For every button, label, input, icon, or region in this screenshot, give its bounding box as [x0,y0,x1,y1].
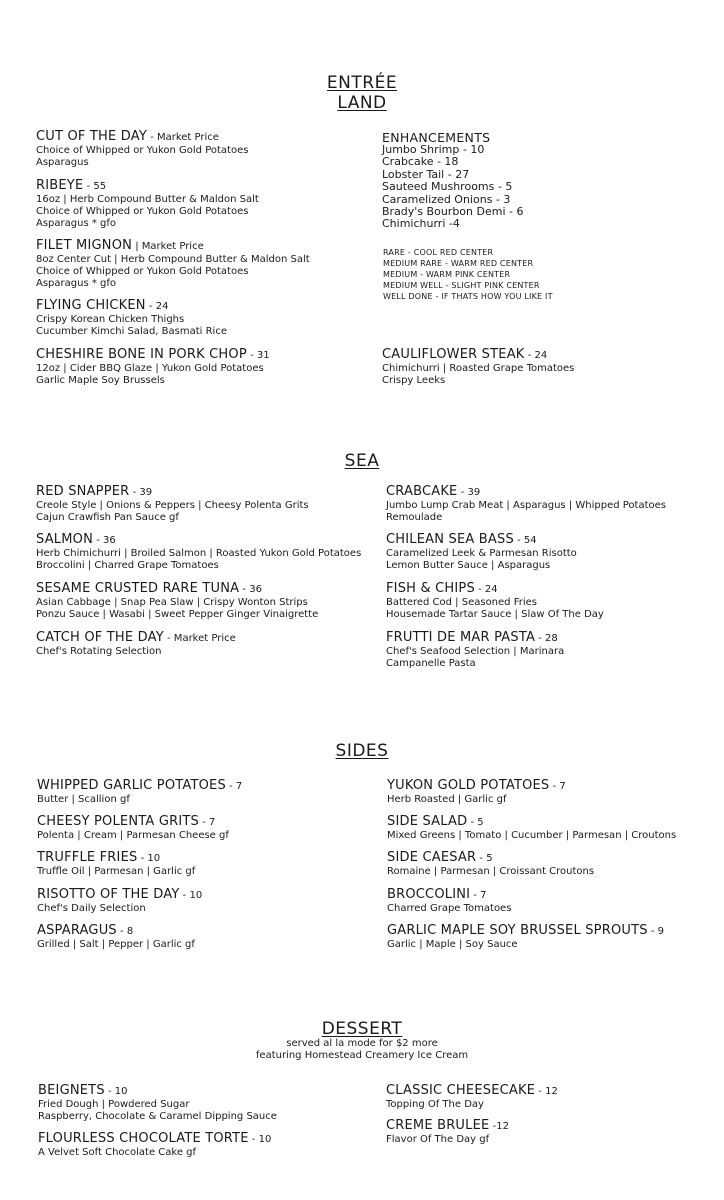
item-description: Truffle Oil | Parmesan | Garlic gf [37,866,196,877]
menu-item-fish-and-chips [386,582,604,621]
item-price: - 12 [535,1086,558,1097]
item-name: SALMON [36,532,94,547]
item-price: - Market Price [146,132,219,143]
item-name: CHEESY POLENTA GRITS [37,814,199,829]
item-description: Battered Cod | Seasoned Fries [386,597,537,608]
menu-item-ribeye [36,179,259,230]
item-description: Broccolini | Charred Grape Tomatoes [36,560,219,571]
temperature-item: RARE - COOL RED CENTER [383,248,494,257]
item-price: - 31 [246,350,270,361]
item-description: Asparagus * gfo [36,218,117,229]
item-name: SIDE SALAD [387,814,468,829]
item-description: Chef's Rotating Selection [36,646,162,657]
item-name: FILET MIGNON [36,238,133,253]
item-price: - 55 [83,181,107,192]
item-name: RIBEYE [36,178,84,193]
item-price: - 36 [239,584,262,595]
item-name: SIDE CAESAR [387,850,477,865]
item-description: Garlic Maple Soy Brussels [36,375,165,386]
item-name: CRABCAKE [386,484,458,499]
sea-title: SEA [344,451,380,471]
item-name: RED SNAPPER [36,484,130,499]
enhancement-item: Brady's Bourbon Demi - 6 [382,205,524,219]
item-description: Choice of Whipped or Yukon Gold Potatoes [36,266,249,277]
item-description: Asparagus [36,157,89,168]
item-description: Housemade Tartar Sauce | Slaw Of The Day [386,609,604,620]
item-price: -12 [489,1121,509,1132]
item-description: Choice of Whipped or Yukon Gold Potatoes [36,145,249,156]
item-name: FISH & CHIPS [386,581,475,596]
item-price: - 10 [248,1134,272,1145]
menu-item-truffle-fries [37,851,195,878]
item-name: FRUTTI DE MAR PASTA [386,630,536,645]
item-description: Mixed Greens | Tomato | Cucumber | Parmesan | Croutons [387,830,677,841]
item-description: 16oz | Herb Compound Butter & Maldon Salt [36,194,259,205]
menu-item-red-snapper [36,485,309,524]
item-description: Chef's Seafood Selection | Marinara [386,646,565,657]
item-price: - 24 [524,350,548,361]
item-description: Caramelized Leek & Parmesan Risotto [386,548,577,559]
temperature-item: MEDIUM RARE - WARM RED CENTER [383,259,534,268]
item-price: - 10 [104,1086,128,1097]
item-price: - 24 [474,584,498,595]
temperature-item: MEDIUM WELL - SLIGHT PINK CENTER [383,281,540,290]
item-description: A Velvet Soft Chocolate Cake gf [38,1147,197,1158]
menu-item-cheesy-polenta-grits [37,815,229,842]
item-price: - 39 [129,487,153,498]
item-description: Cajun Crawfish Pan Sauce gf [36,512,179,523]
enhancement-item: Chimichurri -4 [382,217,460,231]
enhancement-item: Crabcake - 18 [382,155,459,169]
menu-item-yukon-gold-potatoes [387,779,566,806]
item-price: - 54 [513,535,537,546]
item-name: ASPARAGUS [37,923,117,938]
item-description: Topping Of The Day [386,1099,484,1110]
item-description: Asian Cabbage | Snap Pea Slaw | Crispy Wonton Strips [36,597,308,608]
item-description: Grilled | Salt | Pepper | Garlic gf [37,939,195,950]
item-description: Asparagus * gfo [36,278,117,289]
item-name: WHIPPED GARLIC POTATOES [37,778,226,793]
menu-item-chilean-sea-bass [386,533,577,572]
land-title: LAND [337,93,387,113]
enhancements-title: ENHANCEMENTS [382,130,491,145]
item-price: - 39 [457,487,481,498]
item-description: Choice of Whipped or Yukon Gold Potatoes [36,206,249,217]
entree-title: ENTRÉE [326,73,398,93]
item-description: Cucumber Kimchi Salad, Basmati Rice [36,326,227,337]
item-description: Creole Style | Onions & Peppers | Cheesy Polenta Grits [36,500,309,511]
item-price: | Market Price [132,241,204,252]
item-description: Crispy Korean Chicken Thighs [36,314,185,325]
menu-item-cauliflower-steak [382,348,574,387]
item-description: 8oz Center Cut | Herb Compound Butter & Maldon Salt [36,254,310,265]
temperature-item: WELL DONE - IF THATS HOW YOU LIKE IT [383,292,553,301]
item-price: - 7 [549,781,566,792]
temperature-item: MEDIUM - WARM PINK CENTER [383,270,511,279]
item-description: Crispy Leeks [382,375,446,386]
item-description: Lemon Butter Sauce | Asparagus [386,560,551,571]
menu-item-filet-mignon [36,239,310,290]
item-description: Remoulade [386,512,443,523]
item-description: Campanelle Pasta [386,658,476,669]
item-description: Chef's Daily Selection [37,903,146,914]
item-description: Herb Roasted | Garlic gf [387,794,507,805]
menu-item-salmon [36,533,361,572]
item-name: BROCCOLINI [387,887,471,902]
item-price: - 9 [647,926,665,937]
item-description: Fried Dough | Powdered Sugar [38,1099,190,1110]
item-name: CHESHIRE BONE IN PORK CHOP [36,347,247,362]
item-name: CATCH OF THE DAY [36,630,164,645]
item-name: TRUFFLE FRIES [37,850,138,865]
item-name: FLOURLESS CHOCOLATE TORTE [38,1131,249,1146]
menu-item-cut-of-the-day [36,130,248,169]
menu-item-whipped-garlic-potatoes [37,779,242,806]
item-name: YUKON GOLD POTATOES [387,778,550,793]
menu-item-side-salad [387,815,676,842]
item-price: - 7 [470,890,487,901]
menu-item-flying-chicken [36,299,227,338]
menu-item-beignets [38,1084,277,1123]
item-name: CAULIFLOWER STEAK [382,347,525,362]
item-description: Flavor Of The Day gf [386,1134,490,1145]
item-price: - 10 [179,890,203,901]
menu-item-side-caesar [387,851,594,878]
item-description: Polenta | Cream | Parmesan Cheese gf [37,830,229,841]
item-name: SESAME CRUSTED RARE TUNA [36,581,240,596]
enhancements-list [382,131,523,231]
enhancement-item: Sauteed Mushrooms - 5 [382,180,513,194]
item-description: Chimichurri | Roasted Grape Tomatoes [382,363,575,374]
temperature-guide [383,247,553,302]
menu-item-creme-brulee [386,1119,509,1146]
item-description: Ponzu Sauce | Wasabi | Sweet Pepper Ginger Vinaigrette [36,609,319,620]
item-price: - 8 [116,926,134,937]
item-price: - Market Price [163,633,236,644]
item-name: CREME BRULEE [386,1118,490,1133]
enhancement-item: Lobster Tail - 27 [382,167,470,181]
menu-item-broccolini [387,888,511,915]
item-price: - 36 [93,535,116,546]
item-name: FLYING CHICKEN [36,298,146,313]
enhancement-item: Jumbo Shrimp - 10 [382,143,485,156]
item-description: Romaine | Parmesan | Croissant Croutons [387,866,595,877]
item-name: CUT OF THE DAY [36,129,147,144]
menu-item-crabcake [386,485,666,524]
item-price: - 5 [476,853,493,864]
item-price: - 10 [137,853,161,864]
item-name: CLASSIC CHEESECAKE [386,1083,536,1098]
item-name: RISOTTO OF THE DAY [37,887,180,902]
item-price: - 28 [535,633,558,644]
menu-item-classic-cheesecake [386,1084,558,1111]
item-price: - 7 [225,781,243,792]
menu-item-asparagus [37,924,195,951]
item-price: - 7 [198,817,216,828]
item-name: CHILEAN SEA BASS [386,532,514,547]
item-name: GARLIC MAPLE SOY BRUSSEL SPROUTS [387,923,648,938]
enhancement-item: Caramelized Onions - 3 [382,192,511,206]
dessert-subtitle: featuring Homestead Creamery Ice Cream [255,1050,469,1061]
menu-item-pork-chop [36,348,270,387]
item-price: - 5 [467,817,484,828]
item-description: Butter | Scallion gf [37,794,130,805]
item-description: Raspberry, Chocolate & Caramel Dipping Sauce [38,1111,277,1122]
item-description: Herb Chimichurri | Broiled Salmon | Roasted Yukon Gold Potatoes [36,548,362,559]
menu-item-flourless-chocolate-torte [38,1132,271,1159]
dessert-title: DESSERT [321,1019,403,1039]
item-description: Jumbo Lump Crab Meat | Asparagus | Whipped Potatoes [386,500,666,511]
item-description: Charred Grape Tomatoes [387,903,512,914]
menu-item-risotto-of-the-day [37,888,202,915]
item-description: Garlic | Maple | Soy Sauce [387,939,518,950]
menu-item-brussel-sprouts [387,924,664,951]
item-name: BEIGNETS [38,1083,105,1098]
sides-title: SIDES [335,741,389,761]
menu-item-sesame-tuna [36,582,318,621]
dessert-subtitle: served al la mode for $2 more [286,1038,438,1049]
item-description: 12oz | Cider BBQ Glaze | Yukon Gold Potatoes [36,363,264,374]
menu-item-frutti-de-mar [386,631,564,670]
menu-item-catch-of-the-day [36,631,236,658]
item-price: - 24 [145,301,169,312]
